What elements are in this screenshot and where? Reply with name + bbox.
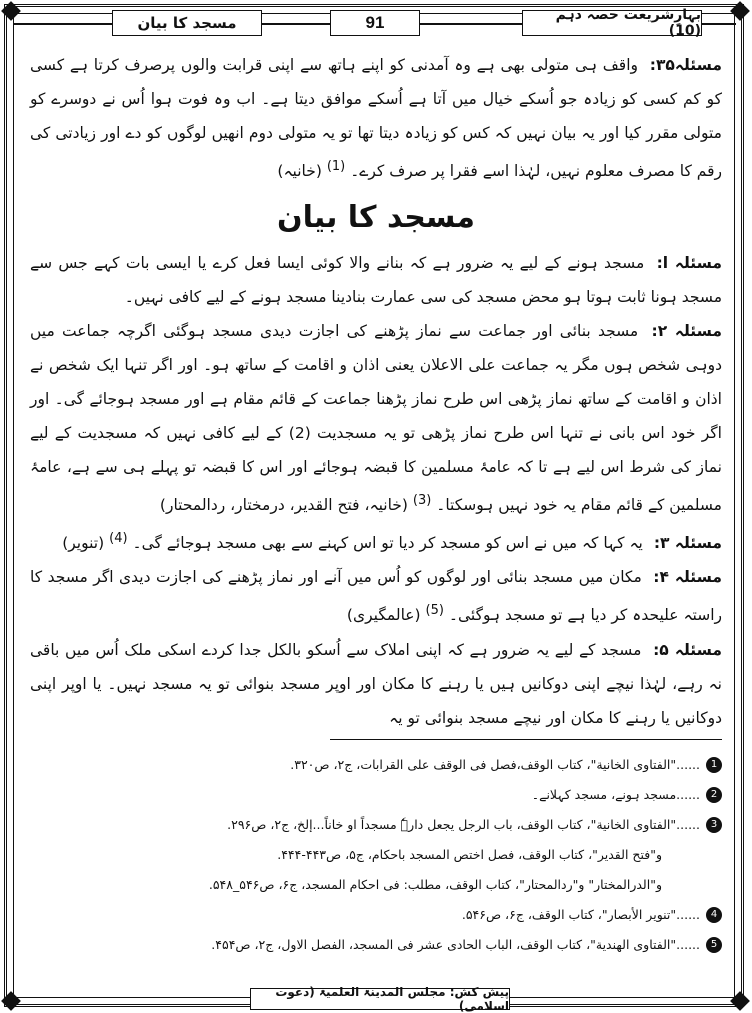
masala-2 — [30, 314, 722, 522]
footnote-number-badge: 1 — [706, 757, 722, 773]
footnote-text: ......"الفتاوی الھندیة"، کتاب الوقف، الباب الحادی عشر فی المسجد، الفصل الاول، ج۲، ص۴۵۴. — [211, 937, 700, 953]
footnote-text: ......"تنویر الأبصار"، کتاب الوقف، ج۶، ص۵۴۶. — [461, 907, 700, 923]
footnote-ref[interactable]: (4) — [109, 531, 128, 547]
footnote-ref[interactable]: (3) — [412, 493, 432, 509]
footnote-text: و"فتح القدیر"، کتاب الوقف، فصل اختص المسجد باحکام، ج۵، ص۴۴۳-۴۴۴. — [277, 847, 662, 863]
footnote-item — [30, 750, 722, 780]
header-rule — [702, 23, 736, 25]
footnote-divider — [330, 739, 722, 741]
source-citation: (خانیہ، فتح القدیر، درمختار، ردالمحتار) — [159, 496, 408, 515]
masala-1 — [30, 246, 722, 314]
source-citation: (تنویر) — [62, 534, 105, 553]
masala-text: مسجد بنائی اور جماعت سے نماز پڑھنے کی اجازت دیدی مسجد ہوگئی اگرچہ جماعت میں دوہی شخص ہوں مگر یہ جماعت علی الاعلان یعنی اذان و اقامت کے ساتھ ہو۔ اور اگر تنہا ایک شخص نے اذان و اقامت کے ساتھ نماز پڑھی اس طرح نماز پڑھنا جماعت کے قائم مقام ہے اور مسجد ہوجائے گی۔ اور اگر خود اس بانی نے تنہا اس طرح نماز پڑھی تو یہ مسجدیت (2) کے لیے کافی نہیں کہ مسجدیت کے لیے نماز کی شرط اس لیے ہے تا کہ عامۂ مسلمین کا قبضہ ہوجائے اور اس کا قبضہ تو پہلے ہی سے ہے، عامۂ مسلمین کے قائم مقام یہ خود نہیں ہوسکتا۔ — [30, 322, 722, 515]
masala-text: مسجد کے لیے یہ ضرور ہے کہ اپنی املاک سے اُسکو بالکل جدا کردے اسکی ملک اُس میں باقی نہ رہے، لہٰذا نیچے اپنی دوکانیں ہیں یا رہنے کا مکان اور اوپر مسجد بنوائی تو یہ مسجد نہیں۔ یا اوپر اپنی دوکانیں یا رہنے کا مکان اور نیچے مسجد بنوائی تو یہ — [30, 640, 722, 727]
footnote-ref[interactable]: (1) — [326, 159, 346, 174]
footnote-number-badge: 4 — [706, 907, 722, 923]
footnote-item — [30, 780, 722, 810]
footnote-number-badge: 5 — [706, 937, 722, 953]
header-rule — [14, 23, 112, 25]
footnote-continuation — [30, 840, 722, 870]
masala-label: مسئلہ ۴: — [653, 568, 722, 587]
book-title: بہارِشریعت حصہ دہم (10) — [522, 10, 702, 36]
masala-text: واقف ہی متولی بھی ہے وہ آمدنی کو اپنے ہاتھ سے اپنی قرابت والوں پرصرف کرتا ہے کسی کو کم کسی کو زیادہ جو اُسکے خیال میں آتا ہے اُسکے موافق دیتا ہے۔ اب وہ فوت ہوا اُس نے دوسرے کو متولی مقرر کیا اور یہ بیان نہیں کہ کس کو زیادہ دیتا تھا تو یہ متولی دوم انھیں لوگوں کو دے اور زیادتی کی رقم کا مصرف معلوم نہیں، لہٰذا اسے فقرا پر صرف کرے۔ — [30, 56, 722, 181]
masala-label: مسئلہ ۲: — [651, 322, 722, 341]
footnote-number-badge: 2 — [706, 787, 722, 803]
masala-label: مسئلہ۳۵: — [649, 56, 722, 74]
masala-text: مسجد ہونے کے لیے یہ ضرور ہے کہ بنانے والا کوئی ایسا فعل کرے یا ایسی بات کہے جس سے مسجد ہونا ثابت ہوتا ہو محض مسجد کی سی عمارت بنادینا مسجد ہونے کے لیے کافی نہیں۔ — [30, 254, 722, 307]
masala-label: مسئلہ ۵: — [653, 640, 722, 659]
footnote-text: و"الدرالمختار" و"ردالمحتار"، کتاب الوقف، مطلب: فی احکام المسجد، ج۶، ص۵۴۶_۵۴۸. — [208, 877, 662, 893]
source-citation: (خانیہ) — [277, 162, 322, 181]
footnote-continuation — [30, 870, 722, 900]
page-number: 91 — [330, 10, 420, 36]
publisher-footer: پیش کش: مجلس المدینۃ العلمیۃ (دعوت اسلامی) — [250, 988, 510, 1010]
masala-35 — [30, 48, 722, 188]
masala-label: مسئلہ ۳: — [653, 534, 722, 553]
chapter-title: مسجد کا بیان — [112, 10, 262, 36]
footnote-ref[interactable]: (5) — [425, 603, 444, 619]
source-citation: (عالمگیری) — [346, 606, 421, 625]
header-rule — [262, 23, 330, 25]
page-body — [30, 48, 722, 960]
footnote-text: ......مسجد ہونے، مسجد کہلانے۔ — [531, 787, 700, 803]
header-rule — [420, 23, 522, 25]
masala-5 — [30, 633, 722, 735]
masala-text: یہ کہا کہ میں نے اس کو مسجد کر دیا تو اس کہنے سے بھی مسجد ہوجائے گی۔ — [132, 534, 643, 553]
section-title: مسجد کا بیان — [276, 200, 476, 236]
footnote-item — [30, 810, 722, 840]
masala-3 — [30, 522, 722, 560]
footnote-number-badge: 3 — [706, 817, 722, 833]
masala-text: مکان میں مسجد بنائی اور لوگوں کو اُس میں آنے اور نماز پڑھنے کی اجازت دیدی اگر مسجد کا راستہ علیحدہ کر دیا ہے تو مسجد ہوگئی۔ — [30, 568, 722, 625]
footnote-text: ......"الفتاوی الخانیة"، کتاب الوقف، باب الرجل یجعل دارہٗ مسجداً او خاناً...إلخ، ج۲، ص۲۹۶. — [227, 817, 700, 833]
footnote-item — [30, 930, 722, 960]
footnote-text: ......"الفتاوی الخانیة"، کتاب الوقف،فصل فی الوقف علی القرابات، ج۲، ص۳۲۰. — [290, 757, 700, 773]
masala-label: مسئلہ ا: — [656, 254, 722, 273]
footnote-item — [30, 900, 722, 930]
masala-4 — [30, 560, 722, 632]
page-header — [14, 7, 736, 39]
footnotes — [30, 750, 722, 960]
